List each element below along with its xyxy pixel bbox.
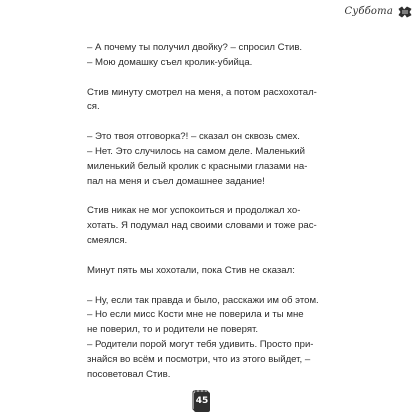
text-line: миленький белый кролик с красными глазами на-	[87, 160, 308, 172]
paragraph	[87, 86, 357, 116]
paragraph	[87, 130, 357, 189]
paragraph	[87, 204, 357, 248]
story-text	[87, 41, 357, 382]
page-number: 45	[195, 396, 209, 406]
text-line: – Родители порой могут тебя удивить. Просто при-	[87, 338, 314, 350]
paragraph	[87, 41, 357, 71]
page-number-badge	[192, 389, 212, 413]
text-line: Стив никак не мог успокоиться и продолжал хо-	[87, 205, 301, 217]
text-line: – Но если мисс Кости мне не поверила и ты мне	[87, 309, 304, 321]
text-line: посоветовал Стив.	[87, 368, 171, 380]
text-line: не поверил, то и родители не поверят.	[87, 324, 259, 336]
text-line: ся.	[87, 101, 100, 113]
text-line: пал на меня и съел домашнее задание!	[87, 175, 265, 187]
text-line: – А почему ты получил двойку? – спросил Стив.	[87, 42, 303, 53]
text-line: – Мою домашку съел кролик-убийца.	[87, 56, 253, 68]
scribble-sticker-icon	[398, 5, 412, 17]
paragraph	[87, 294, 357, 383]
text-line: хотать. Я подумал над своими словами и тоже рас-	[87, 220, 317, 232]
text-line: смеялся.	[87, 234, 128, 246]
text-line: Минут пять мы хохотали, пока Стив не сказал:	[87, 264, 295, 276]
text-line: знайся во всём и посмотри, что из этого выйдет, –	[87, 353, 311, 365]
text-line: Стив минуту смотрел на меня, а потом расхохотал-	[87, 86, 317, 98]
text-line: – Это твоя отговорка?! – сказал он сквозь смех.	[87, 131, 300, 143]
text-line: – Ну, если так правда и было, расскажи им об этом.	[87, 294, 319, 306]
text-line: – Нет. Это случилось на самом деле. Маленький	[87, 145, 305, 157]
page-header	[344, 5, 412, 17]
day-label: Суббота	[344, 5, 393, 17]
paragraph	[87, 264, 357, 279]
